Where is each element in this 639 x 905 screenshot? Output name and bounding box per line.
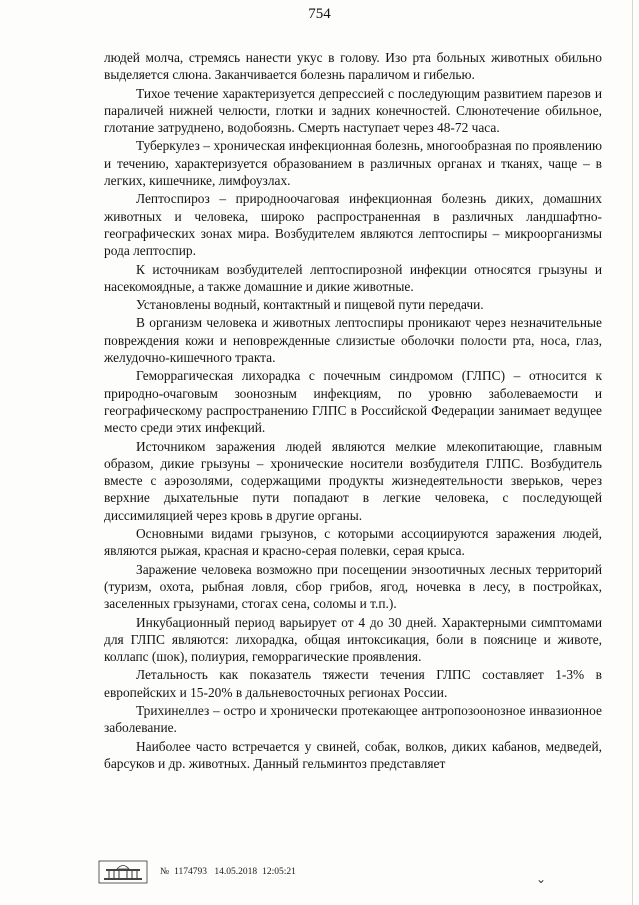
- paragraph-6: Установлены водный, контактный и пищевой пути передачи.: [136, 297, 484, 313]
- paragraph-12: Инкубационный период варьирует от 4 до 30 дней. Характерными симптомами для ГЛПС являются: лихорадка, общая интоксикация, боли в пояснице и животе, коллапс (шок), полиурия, геморрагические проявления.: [104, 614, 602, 665]
- footer-date: 14.05.2018: [214, 867, 258, 877]
- paragraph-5: К источникам возбудителей лептоспирозной инфекции относятся грызуны и насекомоядные, а также домашние и дикие животные.: [104, 261, 602, 294]
- footer-number-prefix: №: [160, 867, 170, 877]
- paragraph-10: Основными видами грызунов, с которыми ассоциируются заражения людей, являются рыжая, красная и красно-серая полевки, серая крыса.: [104, 526, 602, 559]
- footer-text: [160, 867, 301, 877]
- document-body: [104, 49, 602, 773]
- document-footer: [98, 859, 301, 885]
- paragraph-3: Туберкулез – хроническая инфекционная болезнь, многообразная по проявлению и течению, характеризуется образованием в различных органах и тканях, чаще – в легких, кишечнике, лимфоузлах.: [104, 138, 602, 189]
- paragraph-8: Геморрагическая лихорадка с почечным синдромом (ГЛПС) – относится к природно-очаговым зоонозным инфекциям, по уровню заболеваемости и географическому распространению ГЛПС в Российской Федерации занимает ведущее место среди этих инфекций.: [104, 368, 602, 436]
- footer-time: 12:05:21: [262, 867, 296, 877]
- paragraph-9: Источником заражения людей являются мелкие млекопитающие, главным образом, дикие грызуны – хронические носители возбудителя ГЛПС. Возбудитель вместе с аэрозолями, содержащими продукты жизнедеятельности зверьков, через верхние дыхательные пути попадают в легкие человека, с последующей диссимиляцией через кровь в другие органы.: [104, 438, 602, 523]
- paragraph-14: Трихинеллез – остро и хронически протекающее антропозоонозное инвазионное заболевание.: [104, 702, 602, 736]
- paragraph-4: Лептоспироз – природноочаговая инфекционная болезнь диких, домашних животных и человека, широко распространенная в различных ландшафтно-географических зонах мира. Возбудителем являются лептоспиры – микроорганизмы рода лептоспир.: [104, 191, 602, 259]
- page-number: 754: [308, 6, 331, 22]
- paragraph-15: Наиболее часто встречается у свиней, собак, волков, диких кабанов, медведей, барсуков и др. животных. Данный гельминтоз представляет: [104, 738, 602, 771]
- paragraph-13: Летальность как показатель тяжести течения ГЛПС составляет 1-3% в европейских и 15-20% в дальневосточных регионах России.: [104, 667, 602, 700]
- footer-document-number: 1174793: [174, 867, 207, 877]
- building-seal-icon: [98, 860, 148, 884]
- paragraph-2: Тихое течение характеризуется депрессией с последующим развитием парезов и параличей нижней челюсти, глотки и задних конечностей. Слюнотечение обильное, глотание затруднено, водобоязнь. Смерть наступает через 48-72 часа.: [104, 85, 602, 136]
- paragraph-11: Заражение человека возможно при посещении энзоотичных лесных территорий (туризм, охота, рыбная ловля, сбор грибов, ягод, ночевка в лесу, в постройках, заселенных грызунами, стогах сена, соломы и т.п.).: [104, 561, 602, 612]
- scan-edge: [632, 0, 633, 905]
- checkmark-tick-icon: ⌄: [536, 872, 547, 886]
- paragraph-7: В организм человека и животных лептоспиры проникают через незначительные повреждения кожи и неповрежденные слизистые оболочки полости рта, носа, глаз, желудочно-кишечного тракта.: [104, 315, 602, 366]
- paragraph-1: людей молча, стремясь нанести укус в голову. Изо рта больных животных обильно выделяется слюна. Заканчивается болезнь параличом и гибелью.: [104, 50, 602, 83]
